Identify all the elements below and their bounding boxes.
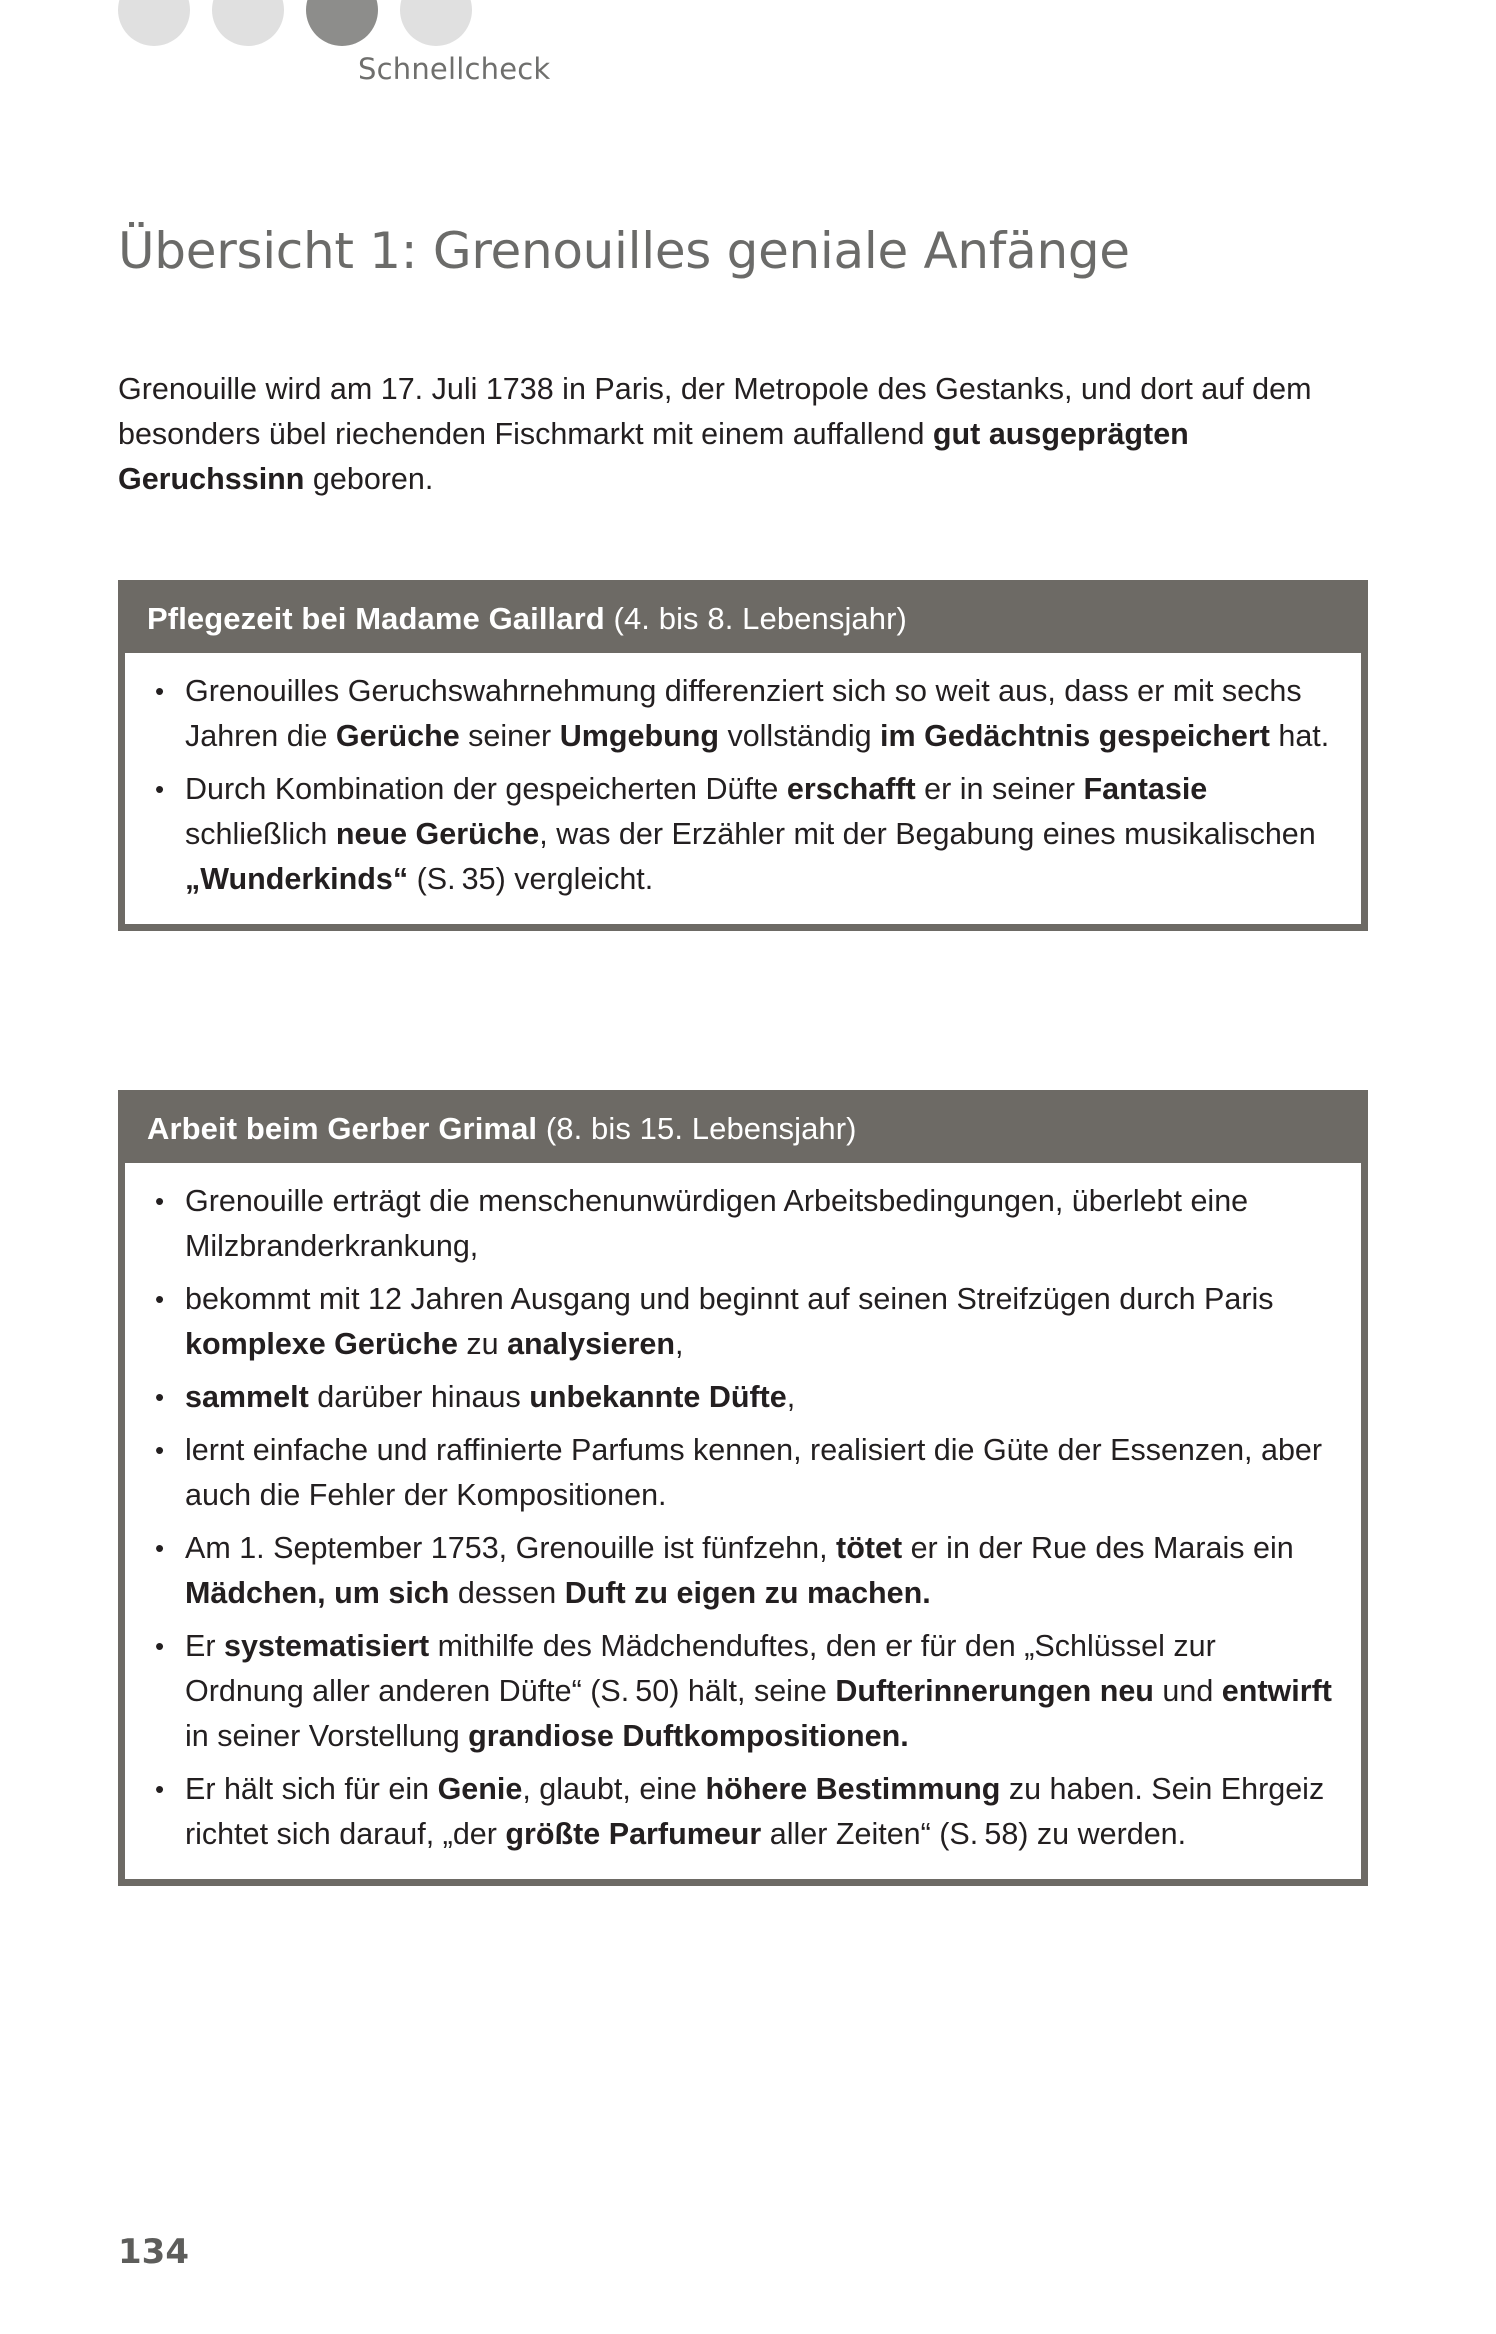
- progress-dot-4: [400, 0, 472, 46]
- info-box-grimal-header: [125, 1097, 1361, 1163]
- list-item: • Er systematisiert mithilfe des Mädchenduftes, den er für den „Schlüssel zur Ordnung aller anderen Düfte“ (S. 50) hält, seine Dufterinnerungen neu und entwirft in seiner Vorstellung grandiose Duftkompositionen.: [151, 1624, 1335, 1759]
- info-box-gaillard: [118, 580, 1368, 931]
- bullet-list-gaillard: [151, 669, 1335, 902]
- info-box-gaillard-body: [125, 653, 1361, 924]
- info-box-gaillard-header-bold: Pflegezeit bei Madame Gaillard: [147, 601, 605, 636]
- list-item: • Grenouille erträgt die menschenunwürdigen Arbeitsbedingungen, überlebt eine Milzbranderkrankung,: [151, 1179, 1335, 1269]
- list-item: • Durch Kombination der gespeicherten Düfte erschafft er in seiner Fantasie schließlich neue Gerüche, was der Erzähler mit der Begabung eines musikalischen „Wunderkinds“ (S. 35) vergleicht.: [151, 767, 1335, 902]
- progress-dot-3-active: [306, 0, 378, 46]
- progress-dots: [118, 0, 472, 46]
- info-box-grimal-header-bold: Arbeit beim Gerber Grimal: [147, 1111, 538, 1146]
- progress-dot-1: [118, 0, 190, 46]
- info-box-gaillard-header: [125, 587, 1361, 653]
- info-box-gaillard-header-thin: (4. bis 8. Lebensjahr): [604, 601, 907, 636]
- list-item: • sammelt darüber hinaus unbekannte Düfte,: [151, 1375, 1335, 1420]
- info-box-grimal-body: [125, 1163, 1361, 1879]
- list-item: • Er hält sich für ein Genie, glaubt, eine höhere Bestimmung zu haben. Sein Ehrgeiz richtet sich darauf, „der größte Parfumeur aller Zeiten“ (S. 58) zu werden.: [151, 1767, 1335, 1857]
- list-item: • lernt einfache und raffinierte Parfums kennen, realisiert die Güte der Essenzen, aber auch die Fehler der Kompositionen.: [151, 1428, 1335, 1518]
- intro-paragraph: Grenouille wird am 17. Juli 1738 in Paris, der Metropole des Gestanks, und dort auf dem besonders übel riechenden Fischmarkt mit einem auffallend gut ausgeprägten Geruchssinn geboren.: [118, 371, 1312, 496]
- list-item: • Grenouilles Geruchswahrnehmung differenziert sich so weit aus, dass er mit sechs Jahren die Gerüche seiner Umgebung vollständig im Gedächtnis gespeichert hat.: [151, 669, 1335, 759]
- section-label: Schnellcheck: [358, 52, 551, 86]
- progress-dot-2: [212, 0, 284, 46]
- info-box-grimal: [118, 1090, 1368, 1886]
- list-item: • Am 1. September 1753, Grenouille ist fünfzehn, tötet er in der Rue des Marais ein Mädchen, um sich dessen Duft zu eigen zu machen.: [151, 1526, 1335, 1616]
- bullet-list-grimal: [151, 1179, 1335, 1857]
- list-item: • bekommt mit 12 Jahren Ausgang und beginnt auf seinen Streifzügen durch Paris komplexe Gerüche zu analysieren,: [151, 1277, 1335, 1367]
- page-number: 134: [118, 2232, 189, 2272]
- info-box-grimal-header-thin: (8. bis 15. Lebensjahr): [537, 1111, 857, 1146]
- page-title: Übersicht 1: Grenouilles geniale Anfänge: [118, 221, 1130, 280]
